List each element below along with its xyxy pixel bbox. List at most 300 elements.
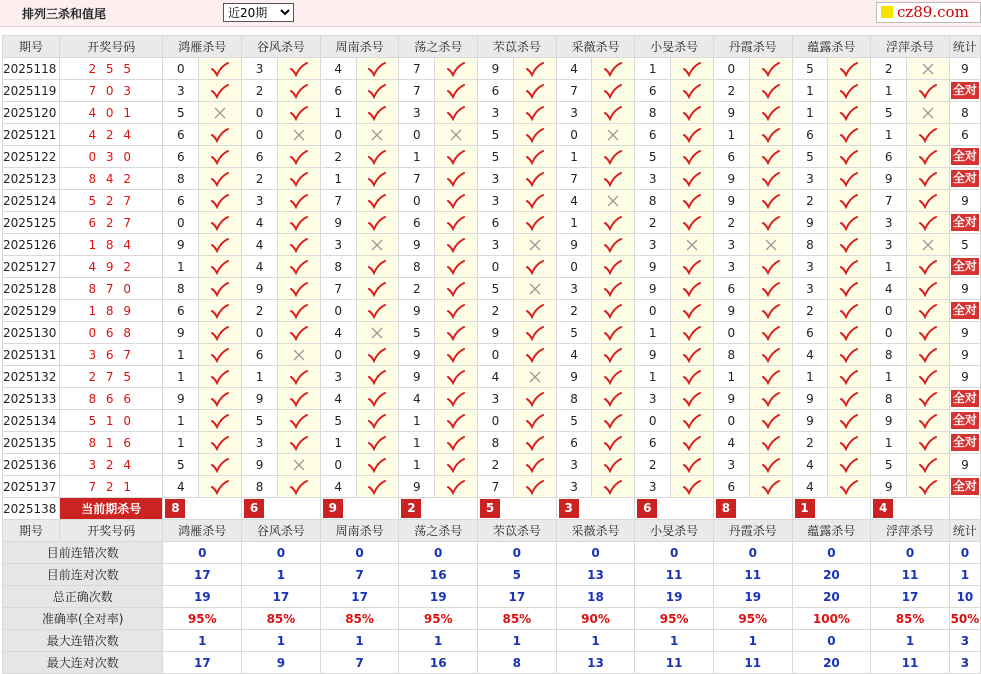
check-icon	[761, 391, 781, 407]
stat-value: 16	[399, 652, 478, 674]
result-mark	[199, 410, 242, 432]
result-mark	[356, 344, 399, 366]
kill-number: 1	[792, 366, 828, 388]
result-mark	[749, 190, 792, 212]
result-mark	[592, 58, 635, 80]
kill-number: 4	[792, 344, 828, 366]
draw-number: 1 8 4	[59, 234, 163, 256]
page-title: 排列三杀和值尾	[22, 7, 107, 21]
stat-value: 5	[478, 564, 557, 586]
check-icon	[761, 259, 781, 275]
kill-number: 1	[792, 80, 828, 102]
check-icon	[682, 479, 702, 495]
kill-number: 1	[399, 454, 435, 476]
check-icon	[525, 413, 545, 429]
check-icon	[761, 435, 781, 451]
stat-value: 0	[320, 542, 399, 564]
result-mark	[671, 300, 714, 322]
kill-number: 7	[399, 168, 435, 190]
kill-number: 1	[635, 366, 671, 388]
result-mark	[435, 278, 478, 300]
result-mark	[513, 146, 556, 168]
kill-number: 7	[478, 476, 514, 498]
draw-number: 5 2 7	[59, 190, 163, 212]
kill-number: 9	[242, 278, 278, 300]
check-icon	[289, 61, 309, 77]
check-icon	[525, 61, 545, 77]
kill-number: 0	[713, 58, 749, 80]
check-icon	[603, 369, 623, 385]
row-total: 8	[949, 102, 980, 124]
kill-number-table	[2, 35, 981, 674]
result-mark	[199, 124, 242, 146]
check-icon	[367, 215, 387, 231]
header-expert: 蕴露杀号	[792, 520, 871, 542]
kill-number: 4	[871, 278, 907, 300]
kill-number: 3	[478, 190, 514, 212]
check-icon	[367, 105, 387, 121]
stat-value: 11	[871, 564, 950, 586]
kill-number: 4	[556, 58, 592, 80]
check-icon	[918, 413, 938, 429]
kill-number: 8	[871, 344, 907, 366]
kill-number: 4	[242, 212, 278, 234]
check-icon	[682, 149, 702, 165]
kill-number: 3	[792, 256, 828, 278]
check-icon	[289, 369, 309, 385]
result-mark	[277, 322, 320, 344]
kill-number: 5	[792, 58, 828, 80]
result-mark	[435, 124, 478, 146]
check-icon	[525, 171, 545, 187]
check-icon	[210, 325, 230, 341]
result-mark	[356, 300, 399, 322]
check-icon	[446, 83, 466, 99]
site-logo[interactable]	[876, 2, 981, 23]
check-icon	[839, 127, 859, 143]
check-icon	[603, 105, 623, 121]
check-icon	[289, 413, 309, 429]
result-mark	[199, 234, 242, 256]
header-expert: 鸿雁杀号	[163, 520, 242, 542]
check-icon	[446, 237, 466, 253]
current-kill-number: 6	[637, 499, 657, 518]
stat-value: 11	[871, 652, 950, 674]
result-mark	[749, 344, 792, 366]
result-mark	[199, 212, 242, 234]
check-icon	[761, 149, 781, 165]
result-mark	[671, 58, 714, 80]
check-icon	[525, 391, 545, 407]
check-icon	[761, 193, 781, 209]
kill-number: 1	[713, 124, 749, 146]
kill-number: 0	[242, 102, 278, 124]
table-row	[3, 344, 981, 366]
check-icon	[367, 171, 387, 187]
check-icon	[210, 237, 230, 253]
kill-number: 2	[635, 454, 671, 476]
kill-number: 1	[556, 212, 592, 234]
check-icon	[603, 435, 623, 451]
cross-icon	[448, 127, 464, 143]
current-label: 当前期杀号	[59, 498, 163, 520]
cross-icon	[920, 237, 936, 253]
stat-value: 11	[635, 652, 714, 674]
result-mark	[199, 432, 242, 454]
logo-square-icon	[881, 6, 893, 18]
result-mark	[592, 366, 635, 388]
kill-number: 3	[713, 256, 749, 278]
check-icon	[446, 479, 466, 495]
result-mark	[513, 80, 556, 102]
table-row	[3, 256, 981, 278]
result-mark	[828, 366, 871, 388]
check-icon	[603, 83, 623, 99]
result-mark	[277, 234, 320, 256]
result-mark	[277, 366, 320, 388]
check-icon	[682, 215, 702, 231]
result-mark	[356, 168, 399, 190]
cross-icon	[291, 457, 307, 473]
kill-number: 9	[871, 168, 907, 190]
check-icon	[367, 391, 387, 407]
check-icon	[918, 127, 938, 143]
cross-icon	[605, 193, 621, 209]
check-icon	[446, 347, 466, 363]
result-mark	[435, 344, 478, 366]
row-total	[949, 432, 980, 454]
draw-number: 3 6 7	[59, 344, 163, 366]
check-icon	[839, 391, 859, 407]
check-icon	[367, 303, 387, 319]
result-mark	[435, 190, 478, 212]
kill-number: 2	[399, 278, 435, 300]
check-icon	[603, 347, 623, 363]
result-mark	[513, 366, 556, 388]
result-mark	[513, 476, 556, 498]
result-mark	[671, 80, 714, 102]
kill-number: 1	[556, 146, 592, 168]
result-mark	[199, 58, 242, 80]
stat-value: 85%	[871, 608, 950, 630]
issue-number: 2025132	[3, 366, 60, 388]
kill-number: 3	[792, 168, 828, 190]
current-kill-cell	[399, 498, 478, 520]
kill-number: 9	[713, 300, 749, 322]
all-correct-badge: 全对	[952, 479, 977, 493]
result-mark	[277, 454, 320, 476]
check-icon	[761, 413, 781, 429]
row-total	[949, 256, 980, 278]
draw-number: 0 3 0	[59, 146, 163, 168]
kill-number: 2	[792, 432, 828, 454]
cross-icon	[212, 105, 228, 121]
kill-number: 3	[713, 234, 749, 256]
result-mark	[749, 146, 792, 168]
result-mark	[907, 146, 950, 168]
stat-value: 20	[792, 564, 871, 586]
result-mark	[199, 388, 242, 410]
issue-number: 2025129	[3, 300, 60, 322]
kill-number: 7	[399, 80, 435, 102]
kill-number: 0	[871, 300, 907, 322]
check-icon	[525, 347, 545, 363]
table-row	[3, 212, 981, 234]
kill-number: 7	[320, 190, 356, 212]
kill-number: 3	[792, 278, 828, 300]
result-mark	[277, 212, 320, 234]
kill-number: 3	[478, 102, 514, 124]
kill-number: 1	[320, 432, 356, 454]
result-mark	[513, 410, 556, 432]
header-code: 开奖号码	[59, 520, 163, 542]
kill-number: 0	[242, 124, 278, 146]
result-mark	[907, 58, 950, 80]
kill-number: 8	[635, 102, 671, 124]
header-code: 开奖号码	[59, 36, 163, 58]
result-mark	[749, 256, 792, 278]
kill-number: 9	[713, 190, 749, 212]
issue-number: 2025124	[3, 190, 60, 212]
kill-number: 1	[871, 256, 907, 278]
result-mark	[513, 124, 556, 146]
result-mark	[907, 212, 950, 234]
check-icon	[525, 83, 545, 99]
current-kill-number: 2	[401, 499, 421, 518]
result-mark	[749, 212, 792, 234]
stat-label: 准确率(全对率)	[3, 608, 163, 630]
stat-value: 19	[399, 586, 478, 608]
result-mark	[277, 300, 320, 322]
kill-number: 8	[871, 388, 907, 410]
header-expert: 采薇杀号	[556, 520, 635, 542]
result-mark	[513, 212, 556, 234]
row-total	[949, 388, 980, 410]
current-kill-number: 3	[559, 499, 579, 518]
result-mark	[513, 58, 556, 80]
result-mark	[435, 366, 478, 388]
result-mark	[199, 454, 242, 476]
result-mark	[356, 454, 399, 476]
kill-number: 1	[163, 432, 199, 454]
issue-number: 2025137	[3, 476, 60, 498]
stat-value: 0	[792, 630, 871, 652]
kill-number: 9	[399, 366, 435, 388]
check-icon	[446, 215, 466, 231]
kill-number: 3	[242, 432, 278, 454]
check-icon	[603, 479, 623, 495]
result-mark	[907, 256, 950, 278]
result-mark	[199, 344, 242, 366]
kill-number: 9	[713, 388, 749, 410]
kill-number: 1	[871, 80, 907, 102]
kill-number: 6	[320, 80, 356, 102]
check-icon	[289, 171, 309, 187]
check-icon	[603, 325, 623, 341]
kill-number: 6	[871, 146, 907, 168]
header-expert: 周南杀号	[320, 36, 399, 58]
kill-number: 6	[399, 212, 435, 234]
kill-number: 9	[163, 234, 199, 256]
result-mark	[749, 124, 792, 146]
current-kill-cell	[792, 498, 871, 520]
stat-value: 17	[163, 564, 242, 586]
kill-number: 3	[871, 212, 907, 234]
stat-value: 85%	[320, 608, 399, 630]
result-mark	[671, 168, 714, 190]
issue-number: 2025128	[3, 278, 60, 300]
kill-number: 7	[320, 278, 356, 300]
row-total: 9	[949, 58, 980, 80]
table-row	[3, 124, 981, 146]
row-total: 9	[949, 454, 980, 476]
check-icon	[761, 171, 781, 187]
table-row	[3, 322, 981, 344]
all-correct-badge: 全对	[952, 259, 977, 273]
result-mark	[513, 168, 556, 190]
current-kill-number: 9	[323, 499, 343, 518]
result-mark	[277, 388, 320, 410]
kill-number: 3	[478, 388, 514, 410]
stat-value: 17	[320, 586, 399, 608]
result-mark	[199, 476, 242, 498]
check-icon	[603, 457, 623, 473]
check-icon	[918, 369, 938, 385]
table-row	[3, 300, 981, 322]
kill-number: 7	[871, 190, 907, 212]
check-icon	[446, 171, 466, 187]
result-mark	[435, 454, 478, 476]
kill-number: 9	[478, 322, 514, 344]
stat-value: 7	[320, 564, 399, 586]
draw-number: 8 1 6	[59, 432, 163, 454]
kill-number: 9	[792, 410, 828, 432]
check-icon	[839, 105, 859, 121]
result-mark	[513, 256, 556, 278]
draw-number: 2 7 5	[59, 366, 163, 388]
row-total: 9	[949, 278, 980, 300]
result-mark	[513, 190, 556, 212]
result-mark	[671, 476, 714, 498]
kill-number: 0	[556, 256, 592, 278]
result-mark	[199, 190, 242, 212]
all-correct-badge: 全对	[952, 149, 977, 163]
stat-value: 17	[242, 586, 321, 608]
kill-number: 5	[399, 322, 435, 344]
kill-number: 1	[871, 366, 907, 388]
stat-value: 1	[871, 630, 950, 652]
stat-value: 13	[556, 652, 635, 674]
result-mark	[671, 278, 714, 300]
check-icon	[446, 193, 466, 209]
table-header	[3, 36, 981, 58]
kill-number: 0	[320, 454, 356, 476]
kill-number: 0	[871, 322, 907, 344]
stat-total: 3	[949, 630, 980, 652]
result-mark	[277, 476, 320, 498]
kill-number: 5	[635, 146, 671, 168]
check-icon	[839, 303, 859, 319]
result-mark	[592, 168, 635, 190]
check-icon	[525, 303, 545, 319]
check-icon	[761, 457, 781, 473]
check-icon	[525, 435, 545, 451]
stat-total: 3	[949, 652, 980, 674]
header-issue: 期号	[3, 520, 60, 542]
check-icon	[918, 193, 938, 209]
check-icon	[525, 259, 545, 275]
check-icon	[839, 325, 859, 341]
result-mark	[828, 168, 871, 190]
current-kill-number: 6	[244, 499, 264, 518]
logo-text: cz89.com	[897, 3, 969, 21]
check-icon	[918, 347, 938, 363]
check-icon	[289, 149, 309, 165]
result-mark	[277, 102, 320, 124]
kill-number: 5	[163, 102, 199, 124]
result-mark	[435, 212, 478, 234]
check-icon	[367, 479, 387, 495]
period-select[interactable]	[223, 3, 294, 22]
check-icon	[839, 281, 859, 297]
check-icon	[210, 391, 230, 407]
stat-value: 85%	[478, 608, 557, 630]
stat-value: 1	[478, 630, 557, 652]
stat-value: 1	[163, 630, 242, 652]
stat-value: 0	[399, 542, 478, 564]
result-mark	[749, 58, 792, 80]
result-mark	[356, 124, 399, 146]
result-mark	[828, 388, 871, 410]
stat-value: 0	[871, 542, 950, 564]
kill-number: 0	[163, 212, 199, 234]
kill-number: 2	[713, 80, 749, 102]
result-mark	[592, 212, 635, 234]
check-icon	[210, 479, 230, 495]
header-expert: 蕴露杀号	[792, 36, 871, 58]
kill-number: 5	[242, 410, 278, 432]
result-mark	[749, 432, 792, 454]
check-icon	[603, 61, 623, 77]
check-icon	[761, 127, 781, 143]
result-mark	[277, 80, 320, 102]
kill-number: 3	[713, 454, 749, 476]
result-mark	[277, 190, 320, 212]
top-bar	[0, 0, 981, 27]
kill-number: 0	[478, 256, 514, 278]
check-icon	[367, 61, 387, 77]
row-total: 9	[949, 366, 980, 388]
row-total: 5	[949, 234, 980, 256]
check-icon	[603, 259, 623, 275]
kill-number: 9	[163, 388, 199, 410]
result-mark	[907, 124, 950, 146]
stat-value: 1	[399, 630, 478, 652]
stat-value: 90%	[556, 608, 635, 630]
kill-number: 4	[320, 476, 356, 498]
result-mark	[828, 80, 871, 102]
header-expert: 荡之杀号	[399, 520, 478, 542]
kill-number: 8	[163, 168, 199, 190]
check-icon	[918, 325, 938, 341]
kill-number: 9	[635, 256, 671, 278]
check-icon	[210, 193, 230, 209]
draw-number: 8 6 6	[59, 388, 163, 410]
result-mark	[435, 410, 478, 432]
draw-number: 7 2 1	[59, 476, 163, 498]
kill-number: 5	[163, 454, 199, 476]
header-issue: 期号	[3, 36, 60, 58]
